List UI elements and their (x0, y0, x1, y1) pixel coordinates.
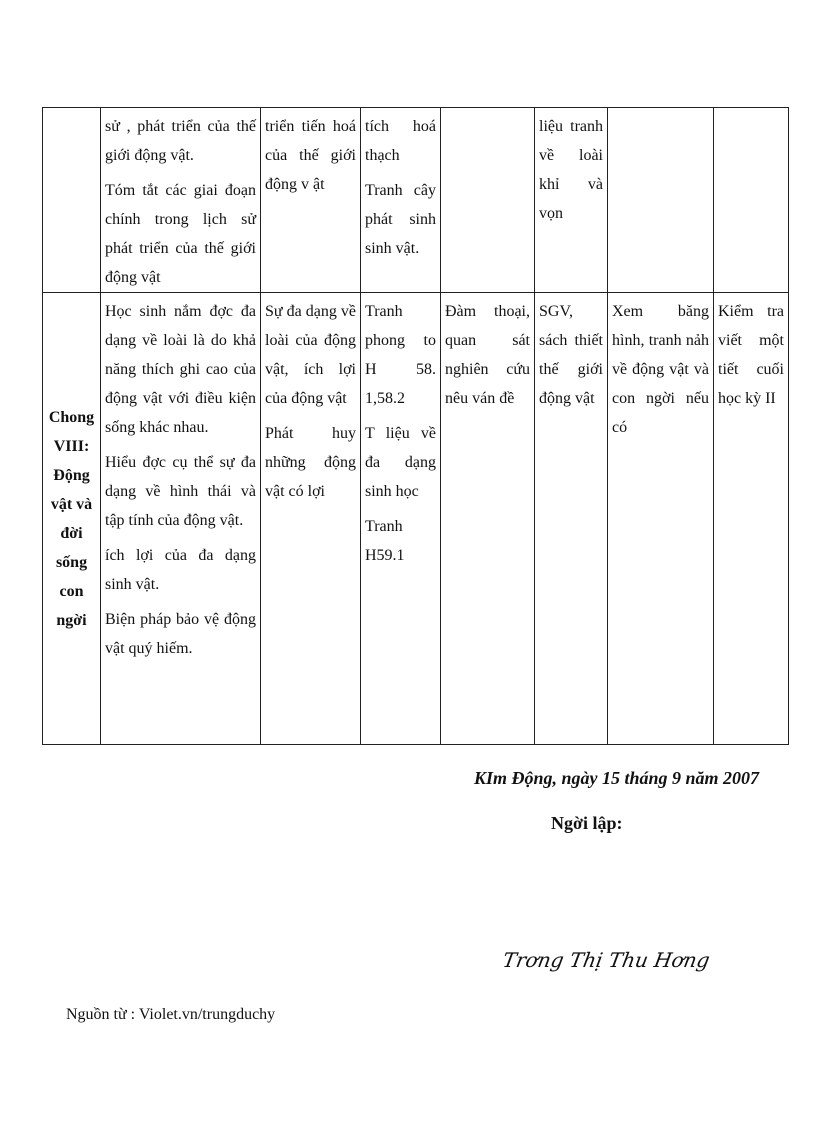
chapter-title-line: sống (55, 553, 88, 571)
cell-paragraph: Hiểu đợc cụ thể sự đa dạng về hình thái và tập tính của động vật. (105, 454, 256, 529)
cell-paragraph: Xem băng hình, tranh nảh về động vật và con ngời nếu có (612, 303, 709, 436)
objectives-cell (101, 293, 261, 745)
signature: Trơng Thị Thu Hơng (500, 948, 712, 972)
cell-paragraph: ích lợi của đa dạng sinh vật. (105, 547, 256, 593)
methods-cell (441, 293, 535, 745)
cell-paragraph: Kiểm tra viết một tiết cuối học kỳ II (718, 303, 784, 407)
materials-cell (361, 108, 441, 293)
activities-cell (608, 293, 714, 745)
references-cell (535, 108, 608, 293)
chapter-title-line: Động (53, 466, 90, 484)
methods-cell (441, 108, 535, 293)
author-role: Ngời lập: (551, 813, 623, 833)
activities-cell (608, 108, 714, 293)
chapter-title-cell (43, 293, 101, 745)
chapter-title-line: ngời (56, 611, 87, 629)
cell-paragraph: Tranh phong to H 58. 1,58.2 (365, 303, 436, 407)
objectives-cell (101, 108, 261, 293)
chapter-title-line: con (59, 582, 84, 600)
chapter-title-line: đời (60, 524, 83, 542)
source-note: Nguồn từ : Violet.vn/trungduchy (66, 1006, 276, 1023)
cell-paragraph: liệu tranh về loài khỉ và vọn (539, 118, 603, 222)
cell-paragraph: T liệu về đa dạng sinh học (365, 425, 436, 500)
assessment-cell (714, 108, 789, 293)
materials-cell (361, 293, 441, 745)
cell-paragraph: Đàm thoại, quan sát nghiên cứu nêu ván đề (445, 303, 530, 407)
cell-paragraph: sử , phát triển của thế giới động vật. (105, 118, 256, 164)
lesson-plan-table (42, 107, 789, 745)
cell-paragraph: triển tiến hoá của thế giới động v ật (265, 118, 356, 193)
chapter-cell (43, 108, 101, 293)
content-cell (261, 293, 361, 745)
chapter-title-line: vật và (50, 495, 93, 513)
cell-paragraph: Phát huy những động vật có lợi (265, 425, 356, 500)
chapter-title-line: Chong (48, 408, 95, 426)
cell-paragraph: Biện pháp bảo vệ động vật quý hiếm. (105, 611, 256, 657)
cell-paragraph: Tóm tắt các giai đoạn chính trong lịch sử phát triển của thế giới động vật (105, 182, 256, 286)
date-line: KIm Động, ngày 15 tháng 9 năm 2007 (474, 768, 760, 788)
table-row (43, 293, 789, 745)
content-cell (261, 108, 361, 293)
cell-paragraph: SGV, sách thiết thế giới động vật (539, 303, 603, 407)
assessment-cell (714, 293, 789, 745)
references-cell (535, 293, 608, 745)
table-row (43, 108, 789, 293)
cell-paragraph: Tranh H59.1 (365, 518, 405, 564)
cell-paragraph: Tranh cây phát sinh sinh vật. (365, 182, 436, 257)
cell-paragraph: Sự đa dạng về loài của động vật, ích lợi của động vật (265, 303, 356, 407)
cell-paragraph: tích hoá thạch (365, 118, 436, 164)
cell-paragraph: Học sinh nắm đợc đa dạng về loài là do khả năng thích ghi cao của động vật với điều kiện sống khác nhau. (105, 303, 256, 436)
chapter-title-line: VIII: (53, 437, 90, 455)
